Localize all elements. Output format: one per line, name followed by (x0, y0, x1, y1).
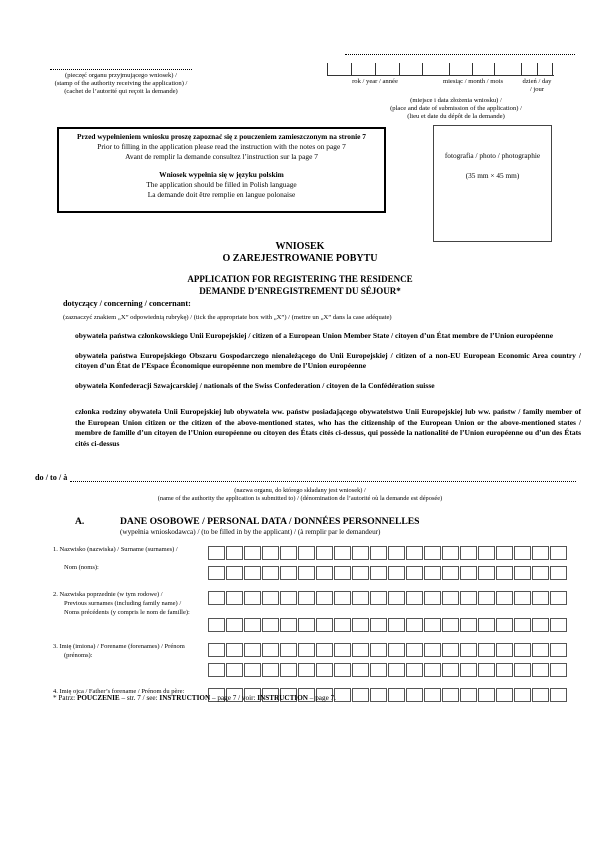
char-cell[interactable] (532, 688, 549, 702)
char-cell[interactable] (334, 591, 351, 605)
char-cell[interactable] (316, 591, 333, 605)
char-cell[interactable] (262, 663, 279, 677)
char-cell[interactable] (388, 643, 405, 657)
char-cell[interactable] (244, 591, 261, 605)
field-2 (53, 591, 577, 638)
char-cell[interactable] (460, 546, 477, 560)
char-cell[interactable] (388, 688, 405, 702)
date-fill-line[interactable] (345, 51, 575, 55)
char-cell[interactable] (532, 643, 549, 657)
date-strip-spacer (423, 74, 449, 75)
field-label-line: 1. Nazwisko (nazwiska) / Surname (surnames) / (53, 546, 178, 553)
char-cell[interactable] (280, 663, 297, 677)
char-cell[interactable] (280, 618, 297, 632)
notice-pl-bold: Przed wypełnieniem wniosku proszę zapoznać się z pouczeniem zamieszczonym na stronie 7 (77, 132, 366, 141)
date-day-cell[interactable] (537, 63, 553, 75)
char-cell[interactable] (460, 643, 477, 657)
char-cell[interactable] (550, 591, 567, 605)
char-cell[interactable] (478, 566, 495, 580)
authority-caption (100, 487, 500, 504)
char-cell[interactable] (370, 663, 387, 677)
char-cell[interactable] (406, 688, 423, 702)
char-cell[interactable] (298, 643, 315, 657)
footnote-text: – page 7. (308, 694, 336, 702)
concerning-hint: (zaznaczyć znakiem „X” odpowiednią rubrykę) / (tick the appropriate box with „X”) / (mettre un „X” dans la case adéquate) (63, 314, 392, 321)
notice-fr: Avant de remplir la demande consultez l’instruction sur la page 7 (125, 151, 318, 161)
char-cell[interactable] (370, 688, 387, 702)
char-cell[interactable] (424, 546, 441, 560)
field-1-row-1 (208, 546, 577, 560)
char-cell[interactable] (550, 546, 567, 560)
field-1-label (53, 546, 208, 586)
char-cell[interactable] (532, 566, 549, 580)
footnote-text: – page 7 / voir: (210, 694, 258, 702)
char-cell[interactable] (532, 546, 549, 560)
char-cell[interactable] (280, 591, 297, 605)
char-cell[interactable] (244, 663, 261, 677)
char-cell[interactable] (478, 618, 495, 632)
char-cell[interactable] (460, 618, 477, 632)
field-label-line: Previous surnames (including family name) / (64, 599, 182, 607)
char-cell[interactable] (460, 663, 477, 677)
field-3-label (53, 643, 208, 683)
stamp-caption-pl: (pieczęć organu przyjmującego wniosek) / (65, 72, 177, 79)
authority-caption-en-fr: (name of the authority the application is submitted to) / (dénomination de l’autorité où la demande est déposée) (157, 495, 443, 503)
char-cell[interactable] (334, 546, 351, 560)
notice-en: Prior to filling in the application please read the instruction with the notes on page 7 (97, 141, 346, 151)
char-cell[interactable] (514, 663, 531, 677)
char-cell[interactable] (424, 643, 441, 657)
char-cell[interactable] (406, 566, 423, 580)
photo-box-size: (35 mm × 45 mm) (465, 171, 520, 180)
section-a-heading: DANE OSOBOWE / PERSONAL DATA / DONNÉES PERSONNELLES (120, 516, 420, 527)
footnote-text: – str. 7 / see: (119, 694, 160, 702)
day-label (523, 78, 552, 94)
concerning-option-2[interactable]: obywatela państwa Europejskiego Obszaru Gospodarczego nienależącego do Unii Europejskiej / citizen of a non-EU European Economic Area country / citoyen d’un État de l’Espace Économique européenne non membre de l’Union européenne (75, 350, 581, 370)
char-cell[interactable] (316, 566, 333, 580)
notice-fr2: La demande doit être remplie en langue polonaise (147, 189, 296, 199)
char-cell[interactable] (208, 618, 225, 632)
concerning-heading: dotyczący / concerning / concernant: (63, 299, 191, 308)
section-a-heading-line (75, 516, 420, 527)
char-cell[interactable] (298, 591, 315, 605)
field-1 (53, 546, 577, 586)
title-pl-line2: O ZAREJESTROWANIE POBYTU (222, 253, 378, 265)
concerning-options (75, 331, 581, 458)
char-cell[interactable] (316, 618, 333, 632)
char-cell[interactable] (352, 663, 369, 677)
field-2-row-1 (208, 591, 577, 605)
char-cell[interactable] (262, 643, 279, 657)
char-cell[interactable] (478, 663, 495, 677)
char-cell[interactable] (370, 591, 387, 605)
footnote-bold-term: POUCZENIE (76, 694, 120, 702)
char-cell[interactable] (514, 688, 531, 702)
concerning-option-4[interactable]: członka rodziny obywatela Unii Europejskiej lub obywatela ww. państw posiadającego obywatelstwo Unii Europejskiej lub ww. państw / family member of the European Union citizen or the citizen of the above-mentioned states, who has the citizenship of the European Union or the above-mentioned states / membre de famille d’un citoyen de l’Union européenne ou citoyen des États cités ci-dessus, qui possède la nationalité de l’Union européenne ou d’un des États cités ci-dessus (75, 407, 581, 448)
field-3-rows (208, 643, 577, 683)
field-1-row-2 (208, 566, 577, 580)
char-cell[interactable] (244, 566, 261, 580)
char-cell[interactable] (334, 643, 351, 657)
char-cell[interactable] (496, 688, 513, 702)
char-cell[interactable] (406, 546, 423, 560)
char-cell[interactable] (388, 566, 405, 580)
char-cell[interactable] (442, 663, 459, 677)
char-cell[interactable] (226, 546, 243, 560)
addressed-to (35, 473, 576, 482)
field-label-line: 2. Nazwiska poprzednie (w tym rodowe) / (53, 591, 163, 598)
char-cell[interactable] (244, 618, 261, 632)
title-block (0, 241, 600, 297)
field-2-label (53, 591, 208, 638)
char-cell[interactable] (406, 618, 423, 632)
char-cell[interactable] (424, 688, 441, 702)
char-cell[interactable] (352, 591, 369, 605)
char-cell[interactable] (334, 618, 351, 632)
char-cell[interactable] (388, 618, 405, 632)
char-cell[interactable] (424, 618, 441, 632)
field-2-rows (208, 591, 577, 638)
char-cell[interactable] (208, 566, 225, 580)
year-label: rok / year / année (352, 78, 398, 85)
section-a-subheading: (wypełnia wnioskodawca) / (to be filled in by the applicant) / (à remplir par le demandeur) (120, 528, 381, 536)
char-cell[interactable] (316, 643, 333, 657)
char-cell[interactable] (370, 566, 387, 580)
stamp-caption-fr: (cachet de l’autorité qui reçoit la demande) (64, 88, 178, 96)
char-cell[interactable] (478, 546, 495, 560)
char-cell[interactable] (550, 566, 567, 580)
char-cell[interactable] (334, 663, 351, 677)
notice-en2: The application should be filled in Polish language (146, 180, 297, 190)
char-cell[interactable] (370, 643, 387, 657)
char-cell[interactable] (352, 688, 369, 702)
char-cell[interactable] (496, 591, 513, 605)
char-cell[interactable] (442, 566, 459, 580)
char-cell[interactable] (550, 618, 567, 632)
submission-caption-en: (place and date of submission of the application) / (390, 105, 522, 113)
submission-caption-fr: (lieu et date du dépôt de la demande) (407, 113, 505, 121)
date-strip (327, 62, 554, 76)
char-cell[interactable] (334, 688, 351, 702)
field-label-line: (prénoms): (64, 651, 93, 659)
char-cell[interactable] (478, 688, 495, 702)
char-cell[interactable] (352, 643, 369, 657)
char-cell[interactable] (262, 546, 279, 560)
notice-spacer (65, 161, 378, 170)
date-month-cell[interactable] (449, 63, 472, 75)
day-label-line1: dzień / day (522, 78, 552, 85)
date-year-cell[interactable] (375, 63, 399, 75)
footnote-bold-term: INSTRUCTION (159, 694, 211, 702)
char-cell[interactable] (316, 546, 333, 560)
date-month-cells (449, 63, 495, 75)
char-cell[interactable] (208, 643, 225, 657)
char-cell[interactable] (298, 566, 315, 580)
char-cell[interactable] (424, 591, 441, 605)
field-label-line: 4. Imię ojca / Father’s forename / Prénom du père: (53, 688, 185, 695)
field-label-line: Nom (noms): (64, 563, 99, 571)
char-cell[interactable] (460, 566, 477, 580)
notice-box (57, 127, 386, 213)
char-cell[interactable] (424, 663, 441, 677)
char-cell[interactable] (334, 566, 351, 580)
char-cell[interactable] (514, 566, 531, 580)
char-cell[interactable] (442, 591, 459, 605)
field-1-rows (208, 546, 577, 586)
char-cell[interactable] (496, 618, 513, 632)
char-cell[interactable] (442, 688, 459, 702)
char-cell[interactable] (370, 618, 387, 632)
char-cell[interactable] (208, 663, 225, 677)
char-cell[interactable] (496, 663, 513, 677)
date-strip-spacer (495, 74, 521, 75)
char-cell[interactable] (460, 591, 477, 605)
concerning-option-3[interactable]: obywatela Konfederacji Szwajcarskiej / nationals of the Swiss Confederation / citoyen de la Confédération suisse (75, 380, 435, 390)
submission-caption-pl: (miejsce i data złożenia wniosku) / (410, 97, 502, 104)
char-cell[interactable] (388, 591, 405, 605)
char-cell[interactable] (298, 618, 315, 632)
stamp-fill-line[interactable] (50, 63, 192, 70)
date-year-cell[interactable] (327, 63, 351, 75)
char-cell[interactable] (226, 591, 243, 605)
char-cell[interactable] (280, 546, 297, 560)
date-day-cells (521, 63, 553, 75)
submission-caption (335, 97, 577, 122)
char-cell[interactable] (478, 643, 495, 657)
day-label-line2: / jour (529, 85, 545, 93)
char-cell[interactable] (226, 566, 243, 580)
date-day-cell[interactable] (521, 63, 537, 75)
stamp-caption-en: (stamp of the authority receiving the application) / (54, 80, 188, 88)
date-block (327, 51, 575, 94)
char-cell[interactable] (352, 546, 369, 560)
char-cell[interactable] (532, 663, 549, 677)
field-2-row-2 (208, 618, 577, 632)
date-month-cell[interactable] (472, 63, 495, 75)
char-cell[interactable] (406, 591, 423, 605)
photo-box[interactable] (433, 125, 552, 242)
field-3-row-1 (208, 643, 577, 657)
char-cell[interactable] (352, 566, 369, 580)
char-cell[interactable] (550, 643, 567, 657)
char-cell[interactable] (244, 643, 261, 657)
char-cell[interactable] (262, 591, 279, 605)
char-cell[interactable] (316, 663, 333, 677)
footnote-text: * Patrz: (53, 694, 77, 702)
char-cell[interactable] (514, 591, 531, 605)
char-cell[interactable] (226, 643, 243, 657)
month-label: miesiąc / month / mois (442, 78, 504, 85)
char-cell[interactable] (298, 663, 315, 677)
notice-pl-bold2: Wniosek wypełnia się w języku polskim (159, 170, 284, 180)
char-cell[interactable] (388, 663, 405, 677)
char-cell[interactable] (514, 546, 531, 560)
char-cell[interactable] (550, 663, 567, 677)
footnote (53, 694, 336, 702)
char-cell[interactable] (442, 643, 459, 657)
char-cell[interactable] (226, 663, 243, 677)
char-cell[interactable] (208, 591, 225, 605)
char-cell[interactable] (496, 546, 513, 560)
char-cell[interactable] (532, 591, 549, 605)
char-cell[interactable] (208, 546, 225, 560)
date-year-cell[interactable] (351, 63, 375, 75)
char-cell[interactable] (478, 591, 495, 605)
char-cell[interactable] (460, 688, 477, 702)
field-label-line: 3. Imię (imiona) / Forename (forenames) / Prénom (53, 643, 185, 650)
title-fr: DEMANDE D’ENREGISTREMENT DU SÉJOUR* (199, 285, 401, 296)
char-cell[interactable] (424, 566, 441, 580)
char-cell[interactable] (370, 546, 387, 560)
char-cell[interactable] (514, 618, 531, 632)
char-cell[interactable] (298, 546, 315, 560)
char-cell[interactable] (514, 643, 531, 657)
char-cell[interactable] (496, 566, 513, 580)
char-cell[interactable] (280, 643, 297, 657)
photo-box-label: fotografia / photo / photographie (444, 151, 541, 160)
section-a (75, 516, 420, 536)
char-cell[interactable] (352, 618, 369, 632)
field-3-row-2 (208, 663, 577, 677)
char-cell[interactable] (406, 643, 423, 657)
personal-data-fields (53, 546, 577, 713)
title-pl-line1: WNIOSEK (275, 241, 325, 252)
char-cell[interactable] (262, 618, 279, 632)
stamp-block (50, 63, 192, 97)
char-cell[interactable] (532, 618, 549, 632)
char-cell[interactable] (406, 663, 423, 677)
date-labels (327, 76, 575, 94)
section-a-letter: A. (75, 516, 85, 527)
date-year-cell[interactable] (399, 63, 423, 75)
char-cell[interactable] (388, 546, 405, 560)
authority-fill-line[interactable] (70, 473, 576, 482)
field-3 (53, 643, 577, 683)
char-cell[interactable] (442, 618, 459, 632)
title-en: APPLICATION FOR REGISTERING THE RESIDENCE (187, 274, 413, 285)
char-cell[interactable] (262, 566, 279, 580)
char-cell[interactable] (442, 546, 459, 560)
concerning-option-1[interactable]: obywatela państwa członkowskiego Unii Europejskiej / citizen of a European Union Member State / citoyen d’un État membre de l’Union européenne (75, 331, 554, 340)
char-cell[interactable] (280, 566, 297, 580)
authority-caption-pl: (nazwa organu, do którego składany jest wniosek) / (234, 487, 366, 494)
char-cell[interactable] (244, 546, 261, 560)
date-year-cells (327, 63, 423, 75)
char-cell[interactable] (496, 643, 513, 657)
addressed-to-label: do / to / à (35, 473, 68, 482)
footnote-bold-term: INSTRUCTION (257, 694, 308, 702)
field-label-line: Noms précédents (y compris le nom de famille): (64, 608, 190, 616)
char-cell[interactable] (550, 688, 567, 702)
char-cell[interactable] (226, 618, 243, 632)
